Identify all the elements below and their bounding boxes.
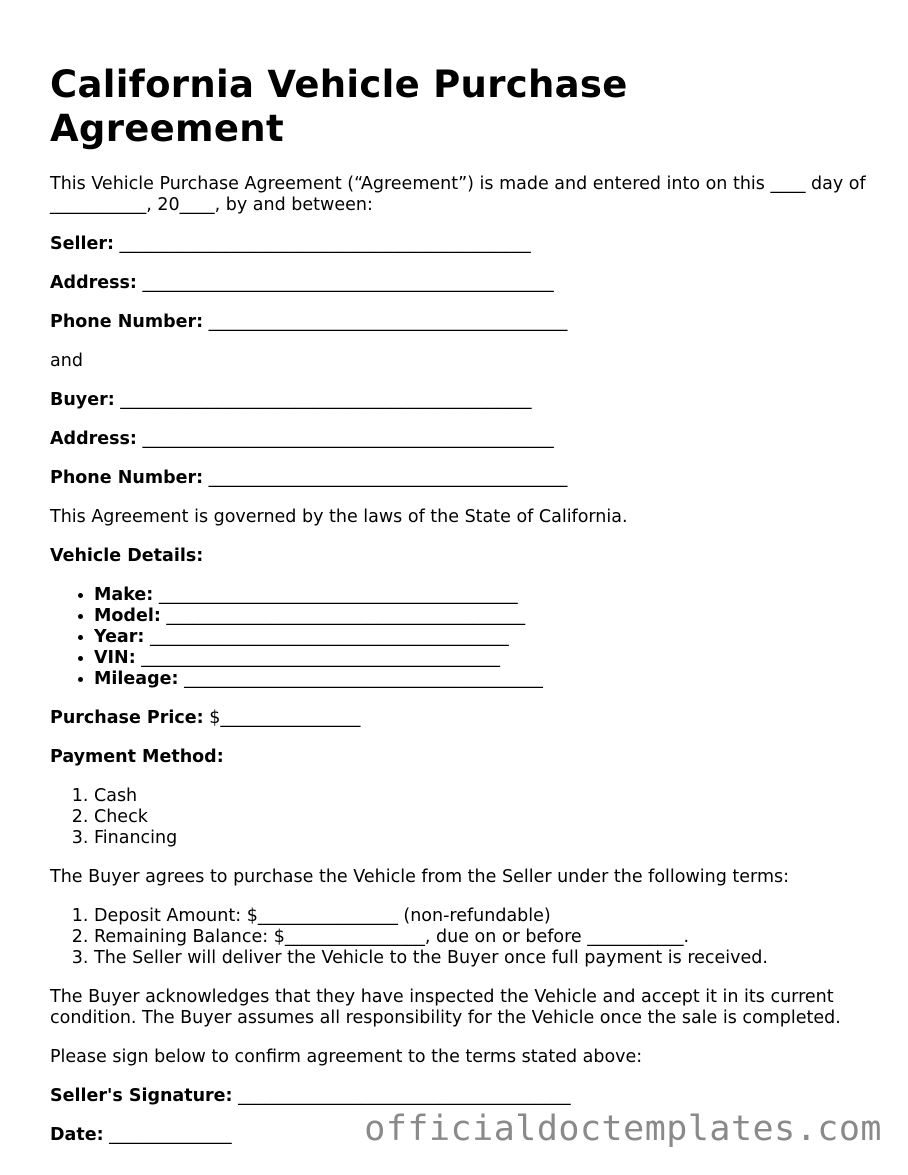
vehicle-make-blank[interactable]: _________________________________________ [158,585,518,605]
buyer-address-label: Address: [50,429,137,449]
purchase-price-field [50,708,870,729]
seller-address-blank[interactable]: _______________________________________________ [142,273,554,293]
list-item [94,669,870,690]
vehicle-year-label: Year: [94,627,145,647]
payment-option-financing: 3. Financing [94,828,870,849]
payment-method-heading-text: Payment Method: [50,747,224,767]
acknowledgement-paragraph: The Buyer acknowledges that they have inspected the Vehicle and accept it in its current condition. The Buyer assumes all responsibility for the Vehicle once the sale is completed. [50,987,841,1028]
seller-signature-label: Seller's Signature: [50,1086,233,1106]
vehicle-model-blank[interactable]: _________________________________________ [166,606,526,626]
list-item [94,627,870,648]
sign-prompt: Please sign below to confirm agreement to the terms stated above: [50,1047,643,1067]
seller-phone-field [50,312,870,333]
seller-signature-blank[interactable]: ______________________________________ [238,1086,571,1106]
buyer-name-label: Buyer: [50,390,115,410]
vehicle-mileage-label: Mileage: [94,669,179,689]
buyer-phone-label: Phone Number: [50,468,204,488]
payment-method-heading [50,747,870,768]
buyer-address-field [50,429,870,450]
vehicle-vin-label: VIN: [94,648,136,668]
list-item [94,648,870,669]
buyer-phone-field [50,468,870,489]
governing-law-text: This Agreement is governed by the laws of the State of California. [50,507,628,527]
seller-name-label: Seller: [50,234,114,254]
vehicle-mileage-blank[interactable]: _________________________________________ [184,669,543,689]
payment-option-cash: 1. Cash [94,786,870,807]
seller-name-blank[interactable]: _______________________________________________ [119,234,531,254]
list-item [94,585,870,606]
vehicle-vin-blank[interactable]: _________________________________________ [141,648,501,668]
seller-address-label: Address: [50,273,137,293]
purchase-price-label: Purchase Price: [50,708,204,728]
payment-option-check: 2. Check [94,807,870,828]
vehicle-details-list [50,585,870,690]
vehicle-year-blank[interactable]: _________________________________________ [149,627,509,647]
vehicle-make-label: Make: [94,585,154,605]
date-blank[interactable]: ______________ [109,1125,232,1145]
term-deposit: 1. Deposit Amount: $________________ (non-refundable) [94,906,870,927]
terms-intro: The Buyer agrees to purchase the Vehicle from the Seller under the following terms: [50,867,789,887]
list-item [94,606,870,627]
watermark: officialdoctemplates.com [364,1109,882,1149]
seller-name-field [50,234,870,255]
buyer-name-field [50,390,870,411]
intro-paragraph: This Vehicle Purchase Agreement (“Agreement”) is made and entered into on this ____ day of ___________, 20____, by and between: [50,174,866,215]
seller-address-field [50,273,870,294]
term-delivery: 3. The Seller will deliver the Vehicle to the Buyer once full payment is received. [94,948,870,969]
and-text: and [50,351,83,371]
payment-method-list [50,786,870,849]
vehicle-model-label: Model: [94,606,161,626]
vehicle-details-heading-text: Vehicle Details: [50,546,204,566]
vehicle-details-heading [50,546,870,567]
document-page [50,0,870,1146]
document-title: California Vehicle Purchase Agreement [50,63,628,150]
term-remaining-balance: 2. Remaining Balance: $________________, due on or before ___________. [94,927,870,948]
terms-list [50,906,870,969]
seller-phone-label: Phone Number: [50,312,204,332]
buyer-name-blank[interactable]: _______________________________________________ [120,390,532,410]
buyer-phone-blank[interactable]: _________________________________________ [208,468,568,488]
purchase-price-blank[interactable]: $________________ [209,708,361,728]
buyer-address-blank[interactable]: _______________________________________________ [142,429,554,449]
date-label: Date: [50,1125,104,1145]
seller-signature-field [50,1086,870,1107]
seller-phone-blank[interactable]: _________________________________________ [208,312,568,332]
